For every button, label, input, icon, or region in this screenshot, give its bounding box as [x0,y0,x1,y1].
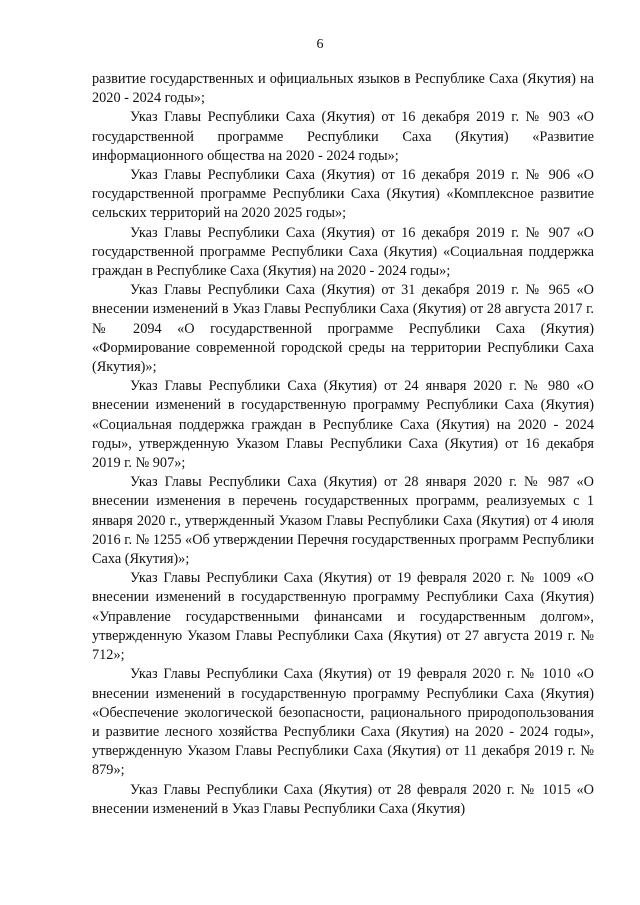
paragraph-decree-980: Указ Главы Республики Саха (Якутия) от 24 января 2020 г. № 980 «О внесении изменений в государственную программу Республики Саха (Якутия) «Социальная поддержка граждан в Республике Саха (Якутия) на 2020 - 2024 годы», утвержденную Указом Главы Республики Саха (Якутия) от 16 декабря 2019 г. № 907»; [92,378,594,472]
paragraph-decree-987: Указ Главы Республики Саха (Якутия) от 28 января 2020 г. № 987 «О внесении изменения в перечень государственных программ, реализуемых с 1 января 2020 г., утвержденный Указом Главы Республики Саха (Якутия) от 4 июля 2016 г. № 1255 «Об утверждении Перечня государственных программ Республики Саха (Якутия)»; [92,474,594,568]
paragraph-decree-903: Указ Главы Республики Саха (Якутия) от 16 декабря 2019 г. № 903 «О государственной программе Республики Саха (Якутия) «Развитие информационного общества на 2020 - 2024 годы»; [92,109,594,164]
page-number: 6 [316,37,324,52]
document-body [92,70,594,819]
paragraph-decree-1010: Указ Главы Республики Саха (Якутия) от 19 февраля 2020 г. № 1010 «О внесении изменений в государственную программу Республики Саха (Якутия) «Обеспечение экологической безопасности, рационального природопользования и развитие лесного хозяйства Республики Саха (Якутия) на 2020 - 2024 годы», утвержденную Указом Главы Республики Саха (Якутия) от 11 декабря 2019 г. № 879»; [92,666,594,779]
paragraph-decree-1015: Указ Главы Республики Саха (Якутия) от 28 февраля 2020 г. № 1015 «О внесении изменений в Указ Главы Республики Саха (Якутия) [92,781,594,817]
paragraph-decree-906: Указ Главы Республики Саха (Якутия) от 16 декабря 2019 г. № 906 «О государственной программе Республики Саха (Якутия) «Комплексное развитие сельских территорий на 2020 2025 годы»; [92,167,594,222]
paragraph-continuation: развитие государственных и официальных языков в Республике Саха (Якутия) на 2020 - 2024 годы»; [92,71,594,107]
paragraph-decree-1009: Указ Главы Республики Саха (Якутия) от 19 февраля 2020 г. № 1009 «О внесении изменений в государственную программу Республики Саха (Якутия) «Управление государственными финансами и государственным долгом», утвержденную Указом Главы Республики Саха (Якутия) от 27 августа 2019 г. № 712»; [92,570,594,664]
paragraph-decree-965: Указ Главы Республики Саха (Якутия) от 31 декабря 2019 г. № 965 «О внесении изменений в Указ Главы Республики Саха (Якутия) от 28 августа 2017 г. № 2094 «О государственной программе Республики Саха (Якутия) «Формирование современной городской среды на территории Республики Саха (Якутия)»; [92,282,594,376]
paragraph-decree-907: Указ Главы Республики Саха (Якутия) от 16 декабря 2019 г. № 907 «О государственной программе Республики Саха (Якутия) «Социальная поддержка граждан в Республике Саха (Якутия) на 2020 - 2024 годы»; [92,224,594,280]
